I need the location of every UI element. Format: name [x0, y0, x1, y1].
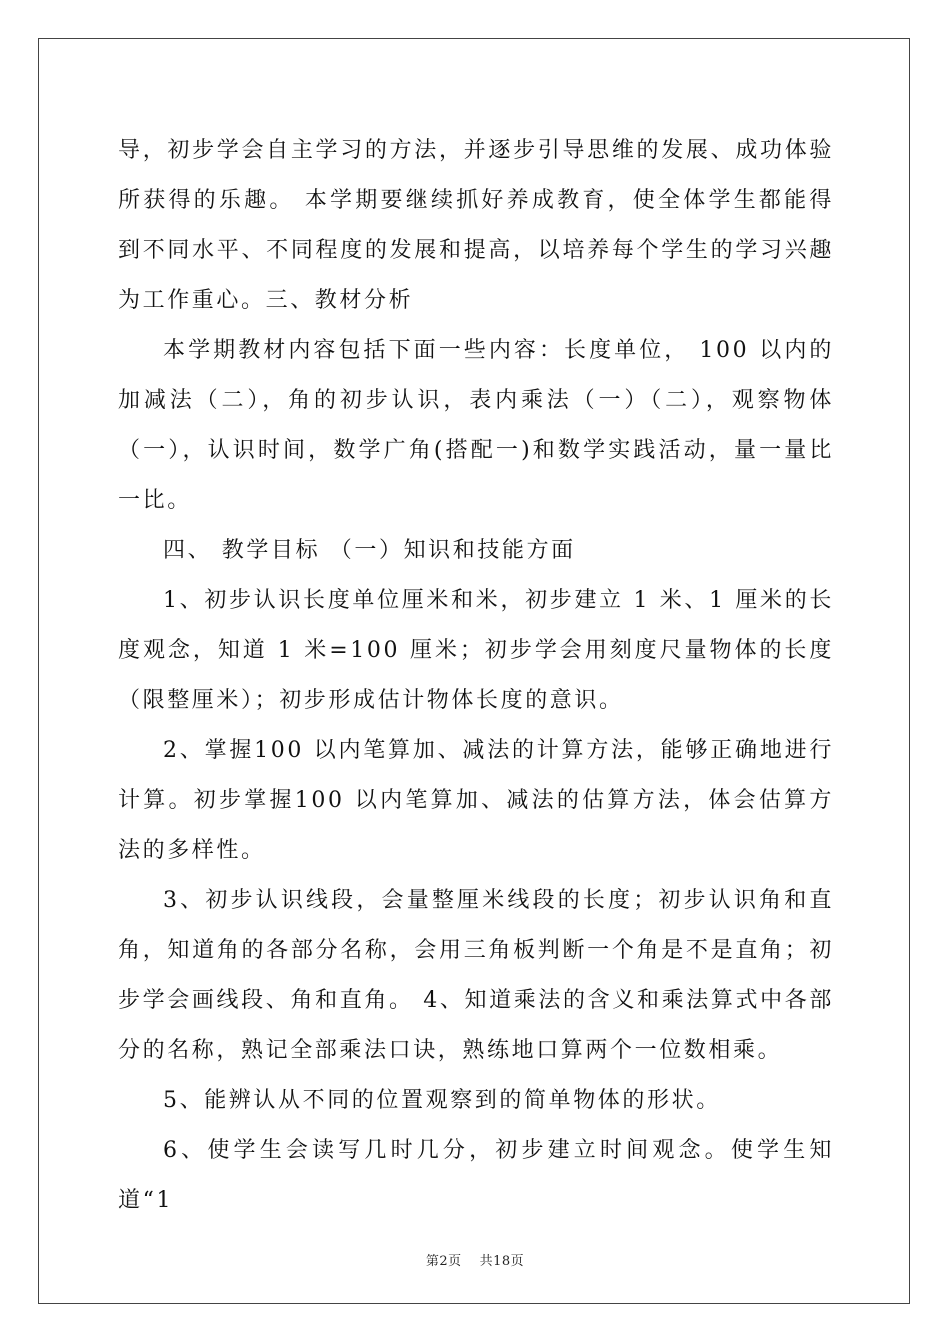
page-total: 共18页: [479, 1254, 525, 1269]
page-footer: [0, 1250, 950, 1269]
paragraph-goal-2: 2、掌握100 以内笔算加、减法的计算方法，能够正确地进行计算。初步掌握100 以内笔算加、减法的估算方法，体会估算方法的多样性。: [118, 738, 834, 863]
paragraph-continued: 导，初步学会自主学习的方法，并逐步引导思维的发展、成功体验所获得的乐趣。 本学期要继续抓好养成教育，使全体学生都能得到不同水平、不同程度的发展和提高，以培养每个学生的学习兴趣为工作重心。三、教材分析: [118, 138, 834, 313]
paragraph-textbook-content: 本学期教材内容包括下面一些内容：长度单位， 100 以内的加减法（二），角的初步认识，表内乘法（一）（二），观察物体（一），认识时间，数学广角(搭配一)和数学实践活动，量一量比一比。: [118, 338, 834, 513]
page-number: 第2页: [425, 1254, 462, 1269]
paragraph-goal-5: 5、能辨认从不同的位置观察到的简单物体的形状。: [163, 1088, 721, 1113]
document-body: [118, 126, 834, 1226]
paragraph-goal-1: 1、初步认识长度单位厘米和米，初步建立 1 米、1 厘米的长度观念，知道 1 米=100 厘米；初步学会用刻度尺量物体的长度（限整厘米）；初步形成估计物体长度的意识。: [118, 588, 834, 713]
paragraph-goal-6: 6、使学生会读写几时几分，初步建立时间观念。使学生知道“1: [118, 1138, 834, 1213]
paragraph-goal-3-4: 3、初步认识线段，会量整厘米线段的长度；初步认识角和直角，知道角的各部分名称，会用三角板判断一个角是不是直角；初步学会画线段、角和直角。 4、知道乘法的含义和乘法算式中各部分的名称，熟记全部乘法口诀，熟练地口算两个一位数相乘。: [118, 888, 834, 1063]
section-heading-teaching-goals: 四、 教学目标 （一）知识和技能方面: [163, 538, 576, 563]
